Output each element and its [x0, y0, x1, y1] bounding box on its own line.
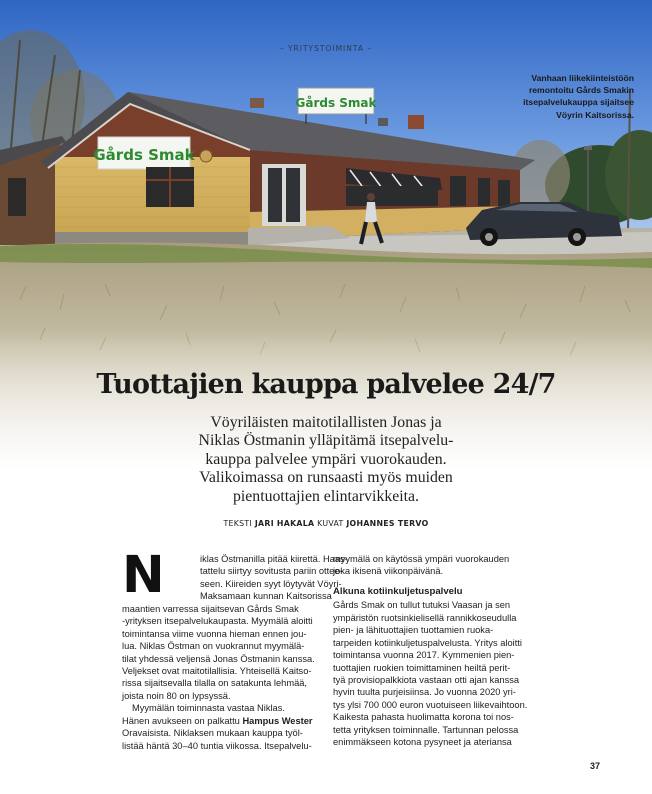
- body-line: listää häntä 30–40 tuntia viikossa. Itsepalvelu-: [122, 740, 312, 751]
- body-line: Gårds Smak on tullut tutuksi Vaasan ja sen: [333, 600, 511, 611]
- lead-line: Niklas Östmanin ylläpitämä itsepalvelu-: [198, 432, 454, 450]
- caption-line: remontoitu Gårds Smakin: [528, 85, 634, 96]
- caption-line: Vanhaan liikekiinteistöön: [531, 73, 634, 83]
- caption-line: itsepalvelukauppa sijaitsee: [523, 97, 634, 108]
- body-line: tattelu siirtyy sovitusta pariin ottee-: [200, 566, 343, 577]
- body-line: -yrityksen itsepalvelukaupasta. Myymälä aloitti: [122, 616, 313, 627]
- wall-sign: Gårds Smak: [93, 146, 195, 164]
- body-line: enimmäkseen kotona pysyneet ja ateriansa: [333, 737, 512, 748]
- byline-text-label: TEKSTI: [223, 519, 253, 528]
- lead-line: Vöyriläisten maitotilallisten Jonas ja: [210, 414, 442, 431]
- body-line: Oravaisista. Niklaksen mukaan kauppa työl-: [122, 728, 303, 739]
- body-line: ympäristön ruotsinkielisellä rannikkoseudulla: [333, 612, 517, 623]
- body-line: tys ylsi 700 000 euron vuotuiseen liikevaihtoon.: [333, 699, 528, 710]
- byline-photographer: JOHANNES TERVO: [346, 519, 429, 528]
- person-name: Hampus Wester: [242, 715, 313, 726]
- lead-line: kauppa palvelee ympäri vuorokauden.: [205, 450, 447, 468]
- section-subheading: Alkuna kotiinkuljetuspalvelu: [333, 585, 463, 597]
- body-line: toimintansa viime vuonna hieman ennen jou-: [122, 628, 307, 639]
- article-headline: Tuottajien kauppa palvelee 24/7: [96, 369, 556, 400]
- body-column-2: [333, 553, 535, 749]
- body-line: lua. Niklas Östman on vuokrannut myymälä-: [122, 641, 305, 652]
- body-line: joista noin 80 on lypsyssä.: [122, 690, 231, 701]
- page-number: 37: [590, 761, 601, 771]
- body-line: toimintansa vuonna 2017. Kymmenien pien-: [333, 650, 515, 661]
- body-line: tyä provisiopalkkiota vastaan otti ajan kanssa: [333, 674, 520, 685]
- body-line: pien- ja lähituottajien tuottamien ruoka-: [333, 625, 494, 636]
- article-lead: [0, 414, 652, 506]
- lead-line: pientuottajien elintarvikkeita.: [233, 487, 419, 505]
- body-line: hyvin tuulta purjeisiinsa. Jo vuonna 2020 yri-: [333, 687, 516, 698]
- body-line: tuottajien ruokien toimittaminen heiltä perit-: [333, 662, 511, 673]
- body-line: tetta yrityksen toiminnalle. Tartunnan pelossa: [333, 724, 519, 735]
- body-text: Hänen avukseen on palkattu: [122, 715, 243, 726]
- body-line: [122, 715, 322, 727]
- body-line: Maksamaan kunnan Kaitsorissa: [200, 591, 332, 602]
- body-line: maantien varressa sijaitsevan Gårds Smak: [122, 603, 299, 614]
- body-line: seen. Kiireiden syyt löytyvät Vöyri-: [200, 578, 342, 589]
- body-line: Myymälän toiminnasta vastaa Niklas.: [132, 703, 285, 714]
- photo-caption: [484, 72, 634, 121]
- byline: [0, 519, 652, 528]
- body-line: myymälä on käytössä ympäri vuorokauden: [333, 554, 510, 564]
- body-line: tarpeiden kotiinkuljetuspalvelusta. Yritys aloitti: [333, 637, 522, 648]
- caption-line: Vöyrin Kaitsorissa.: [556, 109, 634, 120]
- body-line: tilat yhdessä veljensä Jonas Östmanin kanssa.: [122, 653, 315, 664]
- lead-line: Valikoimassa on runsaasti myös muiden: [199, 469, 453, 487]
- body-line: Veljekset ovat maitotilallisia. Yhteisellä Kaitso-: [122, 665, 312, 676]
- body-line: iklas Östmanilla pitää kiirettä. Haas-: [200, 554, 348, 564]
- section-label: – YRITYSTOIMINTA –: [279, 44, 373, 53]
- body-line: Kaikesta pahasta huolimatta korona toi nos-: [333, 712, 514, 723]
- body-column-1: [122, 546, 348, 752]
- byline-photo-label: KUVAT: [317, 519, 344, 528]
- body-line: joka ikisenä viikonpäivänä.: [333, 566, 444, 577]
- byline-author: JARI HAKALA: [254, 519, 315, 528]
- drop-cap: N: [122, 546, 165, 605]
- body-line: rissa sijaitsevalla tilalla on satakunta lehmää,: [122, 678, 307, 689]
- roof-sign: Gårds Smak: [295, 96, 377, 110]
